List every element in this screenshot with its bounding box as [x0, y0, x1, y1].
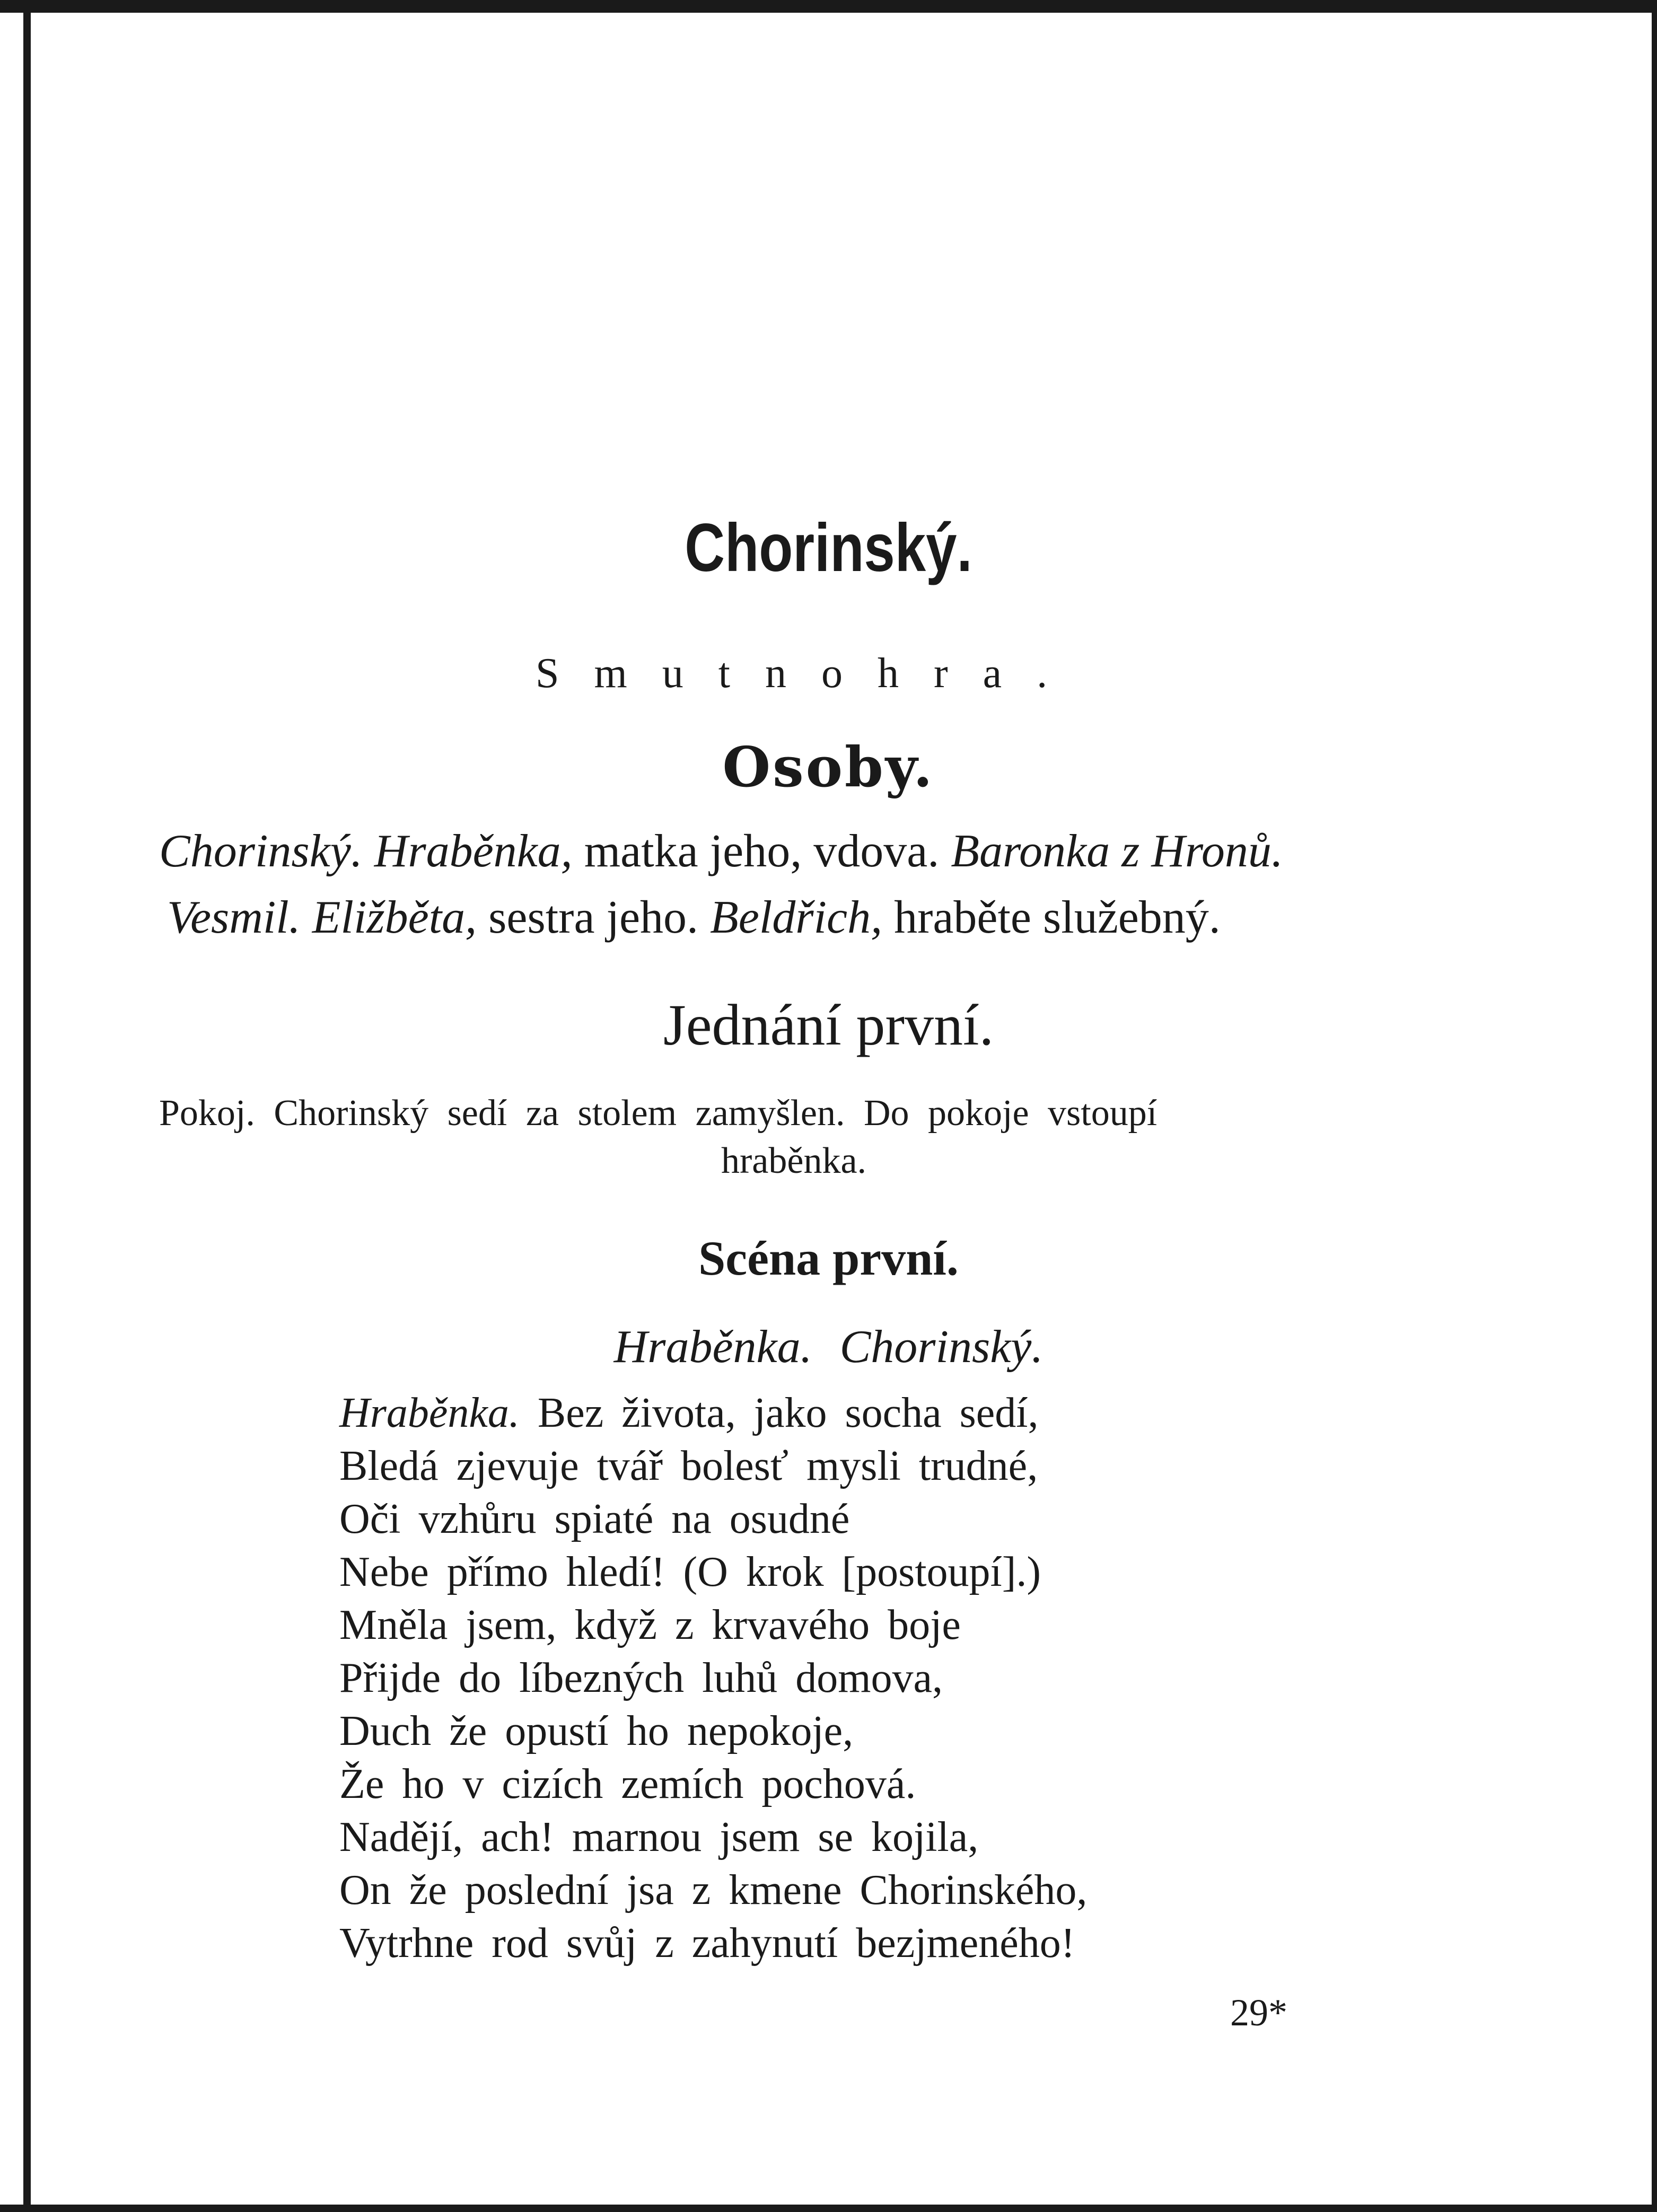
- verse-line: Oči vzhůru spiaté na osudné: [339, 1496, 850, 1542]
- person-beldrich: Beldřich,: [710, 892, 883, 943]
- person-elizbeta: Eližběta,: [312, 892, 477, 943]
- scan-border-right: [1652, 0, 1657, 2212]
- scan-border-bottom: [0, 2205, 1657, 2212]
- scan-border-left: [23, 0, 31, 2212]
- person-elizbeta-desc: sestra jeho.: [477, 892, 711, 943]
- scene-heading: Scéna první.: [698, 1231, 959, 1285]
- act-heading: Jednání první.: [663, 993, 994, 1057]
- scene-cast: Hraběnka. Chorinský.: [613, 1321, 1044, 1373]
- page-number: 29*: [1230, 1991, 1287, 2034]
- verse-line: Vytrhne rod svůj z zahynutí bezjmeného!: [339, 1920, 1075, 1967]
- person-vesmil: Vesmil.: [167, 892, 301, 943]
- stage-direction-line-2: hraběnka.: [721, 1140, 867, 1181]
- play-subtitle: Smutnohra.: [536, 650, 1083, 697]
- scan-border-top: [0, 0, 1657, 13]
- verse-line: Přijde do líbezných luhů domova,: [339, 1655, 943, 1701]
- verse-line-text: Bez života, jako socha sedí,: [537, 1390, 1039, 1436]
- verse-line: Bledá zjevuje tvář bolesť mysli trudné,: [339, 1443, 1038, 1489]
- verse-line: [339, 1389, 1039, 1437]
- verse-line: Nebe přímo hledí! (O krok [postoupí].): [339, 1549, 1041, 1595]
- verse-line: Mněla jsem, když z krvavého boje: [339, 1602, 961, 1648]
- persons-heading: Osoby.: [722, 734, 935, 800]
- verse-speaker: Hraběnka.: [339, 1390, 520, 1436]
- person-hrabenka: Hraběnka,: [374, 826, 573, 877]
- person-hrabenka-desc: matka jeho, vdova.: [572, 826, 951, 877]
- play-title: Chorinský.: [685, 510, 972, 586]
- person-chorinsky: Chorinský.: [159, 826, 363, 877]
- verse-line: Že ho v cizích zemích pochová.: [339, 1761, 916, 1807]
- stage-direction-line-1: Pokoj. Chorinský sedí za stolem zamyšlen. Do pokoje vstoupí: [159, 1093, 1158, 1134]
- person-baronka: Baronka z Hronů.: [951, 826, 1283, 877]
- verse-line: Nadějí, ach! marnou jsem se kojila,: [339, 1814, 979, 1860]
- verse-line: On že poslední jsa z kmene Chorinského,: [339, 1867, 1088, 1913]
- person-beldrich-desc: hraběte služebný.: [882, 892, 1221, 943]
- persons-line-2: [167, 891, 1221, 944]
- verse-line: Duch že opustí ho nepokoje,: [339, 1708, 854, 1754]
- persons-line-1: [159, 824, 1283, 878]
